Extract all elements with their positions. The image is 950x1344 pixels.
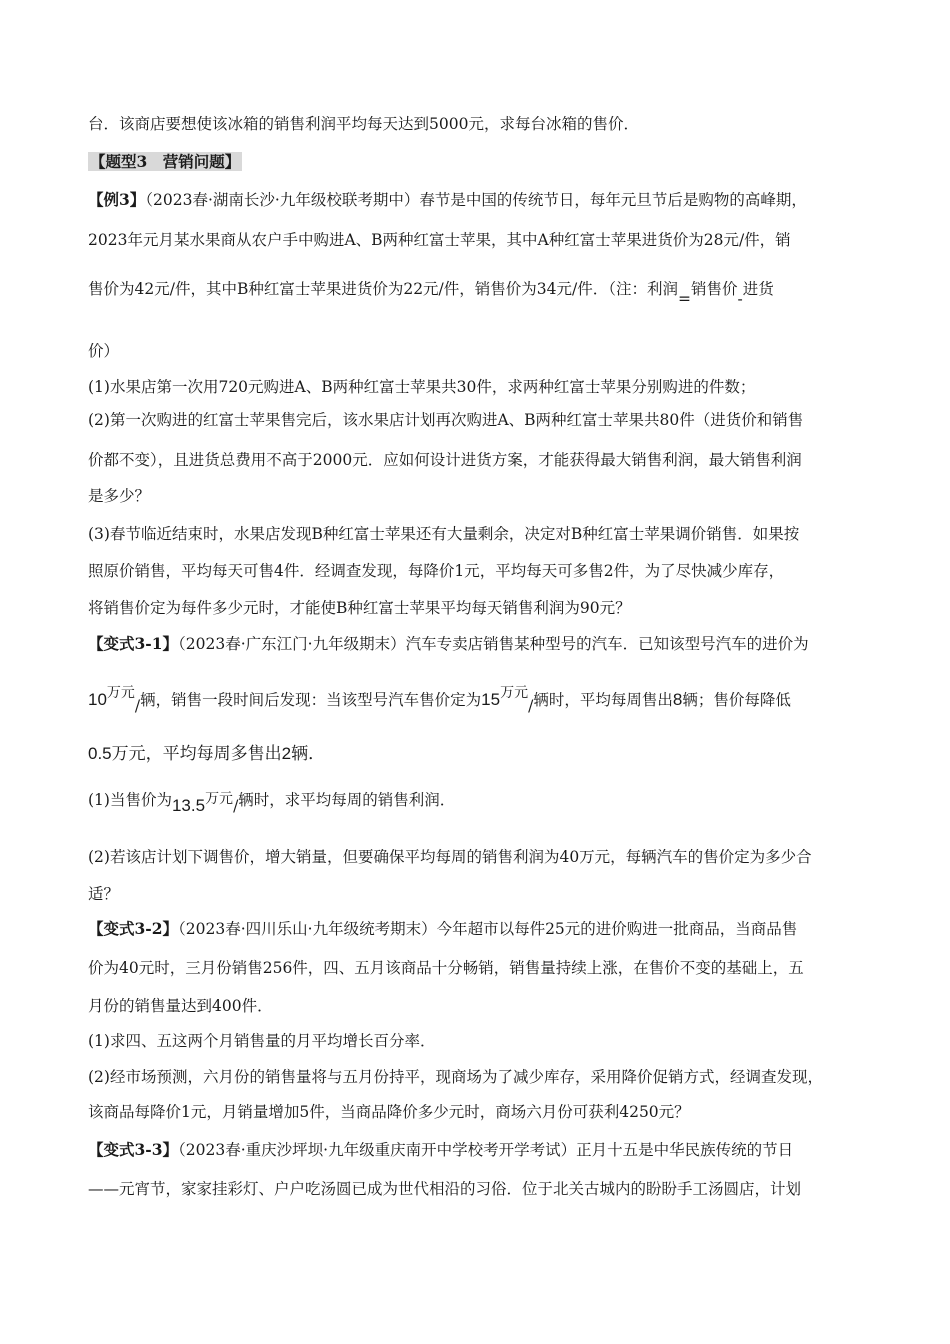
- text-line: [88, 685, 791, 715]
- text-line: 将销售价定为每件多少元时，才能使B种红富士苹果平均每天销售利润为90元？: [88, 599, 631, 617]
- text-line: [88, 744, 325, 764]
- variant-label: 【变式3-2】: [88, 919, 179, 938]
- math-unit: 万元: [205, 791, 234, 807]
- text-line: (1)水果店第一次用720元购进A、B两种红富士苹果共30件，求两种红富士苹果分别购进的件数；: [88, 378, 756, 396]
- text-span: 进货: [742, 280, 774, 298]
- math-unit: 万元: [106, 685, 135, 701]
- text-line: (1)求四、五这两个月销售量的月平均增长百分率．: [88, 1032, 436, 1050]
- text-span: （2023春·重庆沙坪坝·九年级重庆南开中学校考开学考试）正月十五是中华民族传统的节日: [178, 1141, 794, 1159]
- text-line: 台．该商店要想使该冰箱的销售利润平均每天达到5000元，求每台冰箱的售价．: [88, 115, 639, 133]
- text-span: （2023春·四川乐山·九年级统考期末）今年超市以每件25元的进价购进一批商品，当商品售: [178, 920, 798, 938]
- math-slash: /: [134, 697, 141, 715]
- text-line: 价都不变），且进货总费用不高于2000元．应如何设计进货方案，才能获得最大销售利润，最大销售利润: [88, 451, 802, 469]
- text-span: （2023春·广东江门·九年级期末）汽车专卖店销售某种型号的汽车．已知该型号汽车的进价为: [178, 635, 809, 653]
- text-line: 2023年元月某水果商从农户手中购进A、B两种红富士苹果，其中A种红富士苹果进货价为28元/件，销: [88, 231, 791, 249]
- math-number: 10: [88, 690, 107, 709]
- text-line: 价为40元时，三月份销售256件，四、五月该商品十分畅销，销售量持续上涨，在售价不变的基础上，五: [88, 959, 804, 977]
- text-line: [88, 790, 456, 815]
- text-line: 适？: [88, 885, 120, 903]
- text-line: ——元宵节，家家挂彩灯、户户吃汤圆已成为世代相沿的习俗．位于北关古城内的盼盼手工汤圆店，计划: [88, 1180, 802, 1198]
- text-line: (2)第一次购进的红富士苹果售完后，该水果店计划再次购进A、B两种红富士苹果共80件（进货价和销售: [88, 411, 804, 429]
- math-unit: 万元: [500, 685, 529, 701]
- text-line: [88, 1140, 793, 1160]
- text-span: 辆；售价每降低: [682, 691, 791, 709]
- text-line: [88, 634, 809, 654]
- text-line: 月份的销售量达到400件．: [88, 997, 273, 1015]
- text-line: [88, 919, 797, 939]
- math-slash: /: [528, 697, 534, 715]
- math-number: 15: [481, 690, 501, 709]
- text-span: 辆时，求平均每周的销售利润．: [238, 791, 456, 809]
- text-line: (3)春节临近结束时，水果店发现B种红富士苹果还有大量剩余，决定对B种红富士苹果调价销售．如果按: [88, 525, 800, 543]
- text-line: [88, 190, 807, 210]
- math-slash: /: [233, 797, 239, 815]
- text-line: (2)若该店计划下调售价，增大销量，但要确保平均每周的销售利润为40万元，每辆汽车的售价定为多少合: [88, 848, 812, 866]
- text-span: 销售价: [690, 280, 738, 298]
- text-span: 辆，销售一段时间后发现：当该型号汽车售价定为: [140, 691, 482, 709]
- variant-label: 【变式3-1】: [88, 634, 179, 653]
- text-span: 售价为42元/件，其中B种红富士苹果进货价为22元/件，销售价为34元/件．（注：利润: [88, 280, 678, 298]
- section-tag: 【题型3 营销问题】: [90, 152, 241, 171]
- text-line: (2)经市场预测，六月份的销售量将与五月份持平，现商场为了减少库存，采用降价促销方式，经调查发现，: [88, 1068, 823, 1086]
- text-line: 照原价销售，平均每天可售4件．经调查发现，每降价1元，平均每天可多售2件，为了尽快减少库存，: [88, 562, 785, 580]
- text-span: 辆时，平均每周售出: [533, 691, 673, 709]
- equals-sign: =: [677, 290, 691, 308]
- text-line: [88, 279, 774, 308]
- math-text: 0.5万元，平均每周多售出2辆．: [88, 744, 326, 763]
- variant-label: 【变式3-3】: [88, 1140, 179, 1159]
- math-number: 8: [672, 690, 683, 709]
- text-line: 价）: [88, 342, 120, 360]
- math-number: 13.5: [171, 796, 206, 815]
- text-line: 该商品每降价1元，月销量增加5件，当商品降价多少元时，商场六月份可获利4250元？: [88, 1103, 690, 1121]
- example-label: 【例3】: [88, 190, 146, 209]
- text-span: （2023春·湖南长沙·九年级校联考期中）春节是中国的传统节日，每年元旦节后是购物的高峰期，: [145, 191, 807, 209]
- minus-sign: -: [737, 290, 743, 308]
- section-heading: [88, 152, 242, 172]
- text-span: (1)当售价为: [88, 791, 172, 809]
- text-line: 是多少？: [88, 487, 151, 505]
